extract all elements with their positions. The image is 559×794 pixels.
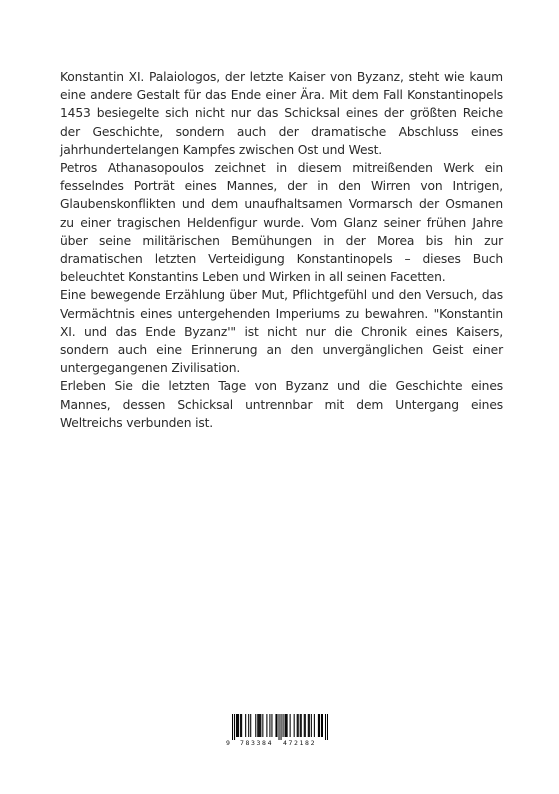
barcode-bar xyxy=(266,714,267,737)
back-cover-blurb xyxy=(60,68,503,432)
barcode-bar xyxy=(237,714,238,737)
barcode-bar xyxy=(240,714,241,737)
barcode-first-digit: 9 xyxy=(226,739,230,747)
blurb-paragraph-4: Erleben Sie die letzten Tage von Byzanz und die Geschichte eines Mannes, dessen Schicksal untrennbar mit dem Untergang eines Weltreichs verbunden ist. xyxy=(60,379,503,430)
barcode-bar xyxy=(308,714,309,737)
barcode-bar xyxy=(262,714,263,737)
barcode-bar xyxy=(238,714,239,737)
barcode-bar xyxy=(309,714,310,737)
barcode-bars xyxy=(232,714,328,740)
barcode-bar xyxy=(278,714,279,740)
barcode-bar xyxy=(311,714,312,737)
isbn-barcode xyxy=(225,712,333,752)
barcode-bar xyxy=(287,714,288,737)
barcode-bar xyxy=(257,714,258,737)
barcode-bar xyxy=(318,714,319,737)
barcode-bar xyxy=(290,714,291,737)
barcode-bar xyxy=(245,714,246,737)
barcode-bar xyxy=(300,714,301,737)
barcode-bar xyxy=(321,714,322,737)
barcode-bar xyxy=(259,714,260,737)
barcode-bar xyxy=(325,714,326,740)
barcode-bar xyxy=(283,714,284,737)
barcode-bar xyxy=(319,714,320,737)
barcode-bar xyxy=(236,714,237,737)
barcode-bar xyxy=(232,714,233,740)
barcode-bar xyxy=(298,714,299,737)
barcode-bar xyxy=(305,714,306,737)
barcode-bar xyxy=(322,714,323,737)
barcode-left-group: 783384 xyxy=(240,739,274,747)
barcode-bar xyxy=(269,714,270,737)
barcode-bar xyxy=(241,714,242,737)
barcode-bar xyxy=(327,714,328,740)
barcode-bar xyxy=(275,714,276,737)
blurb-paragraph-3: Eine bewegende Erzählung über Mut, Pflichtgefühl und den Versuch, das Vermächtnis eines untergehenden Imperiums zu bewahren. "Konstantin XI. und das Ende Byzanz'" ist nicht nur die Chronik eines Kaisers, sondern auch eine Erinnerung an den unvergänglichen Geist einer untergegangenen Zivilisation. xyxy=(60,288,503,376)
barcode-bar xyxy=(260,714,261,737)
barcode-bar xyxy=(314,714,315,737)
barcode-digits xyxy=(225,739,333,749)
barcode-bar xyxy=(258,714,259,737)
barcode-bar xyxy=(255,714,256,737)
barcode-bar xyxy=(234,714,235,740)
barcode-bar xyxy=(281,714,282,740)
barcode-bar xyxy=(276,714,277,737)
barcode-bar xyxy=(285,714,286,737)
blurb-paragraph-2: Petros Athanasopoulos zeichnet in diesem mitreißenden Werk ein fesselndes Porträt eines Mannes, der in den Wirren von Intrigen, Glaubenskonflikten und dem unaufhaltsamen Vormarsch der Osmanen zu einer tragischen Heldenfigur wurde. Vom Glanz seiner frühen Jahre über seine militärischen Bemühungen in der Morea bis hin zur dramatischen letzten Verteidigung Konstantinopels – dieses Buch beleuchtet Konstantins Leben und Wirken in all seinen Facetten. xyxy=(60,161,503,285)
barcode-bar xyxy=(301,714,302,737)
barcode-bar xyxy=(286,714,287,737)
barcode-bar xyxy=(250,714,251,737)
barcode-bar xyxy=(304,714,305,737)
barcode-bar xyxy=(297,714,298,737)
blurb-paragraph-1: Konstantin XI. Palaiologos, der letzte Kaiser von Byzanz, steht wie kaum eine andere Gestalt für das Ende einer Ära. Mit dem Fall Konstantinopels 1453 besiegelte sich nicht nur das Schicksal eines der größten Reiche der Geschichte, sondern auch der dramatische Abschluss eines jahrhundertelangen Kampfes zwischen Ost und West. xyxy=(60,70,503,157)
barcode-right-group: 472182 xyxy=(283,739,317,747)
barcode-bar xyxy=(248,714,249,737)
barcode-bar xyxy=(271,714,272,737)
barcode-bar xyxy=(294,714,295,737)
